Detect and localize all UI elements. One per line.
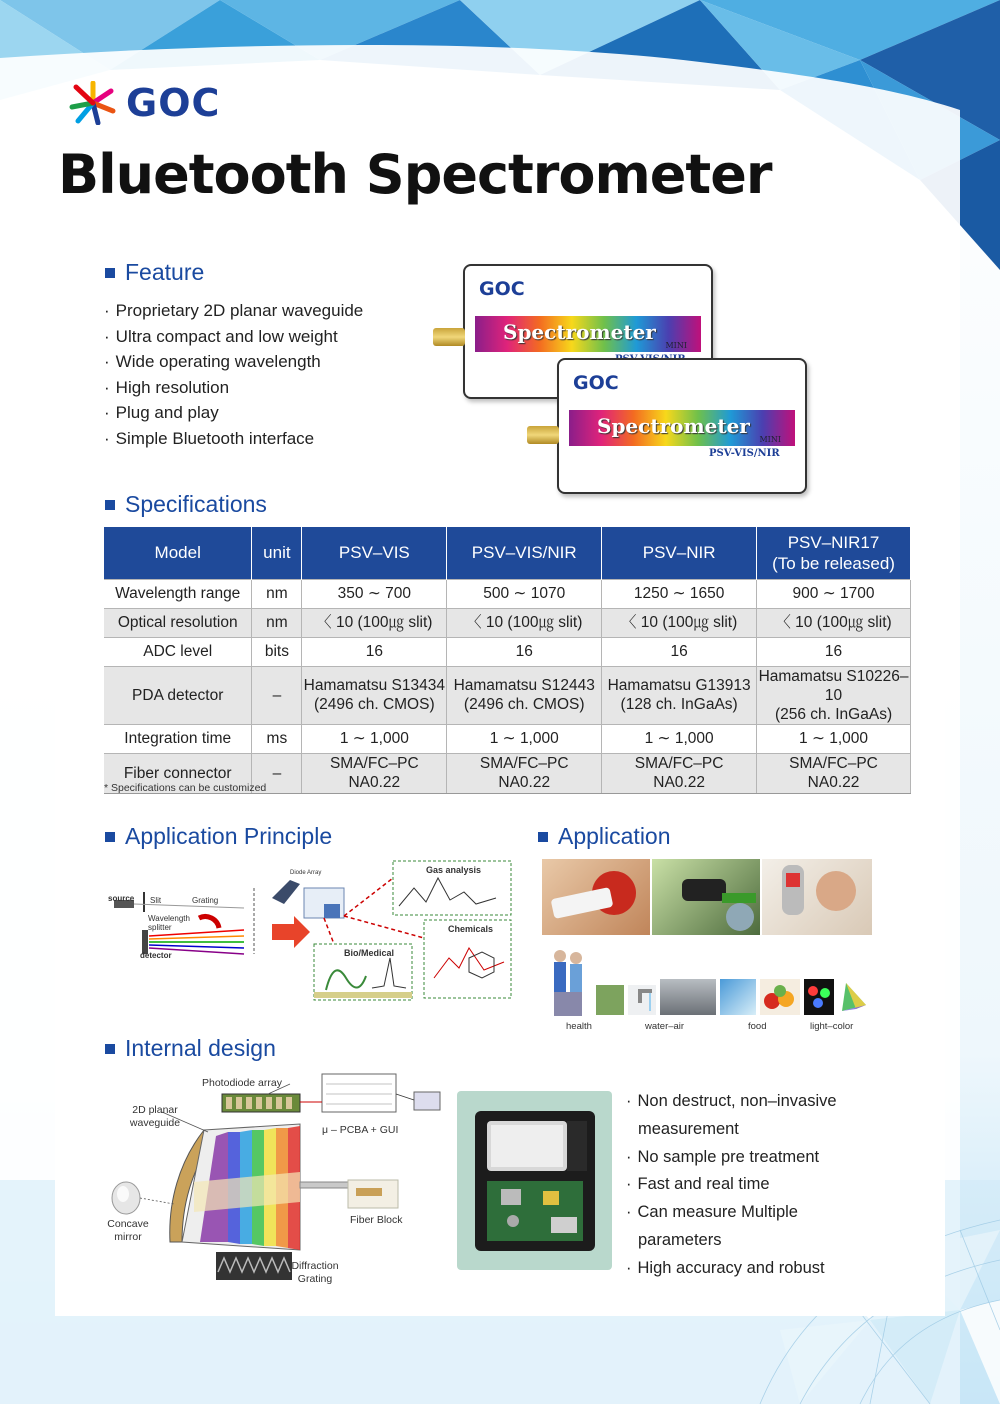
feature-list	[104, 298, 363, 452]
list-item: · Simple Bluetooth interface	[104, 426, 363, 452]
brand-name: GOC	[126, 81, 221, 125]
table-cell: Fiber connector	[104, 753, 252, 793]
spec-table	[104, 527, 911, 794]
table-cell: ms	[252, 724, 302, 753]
slit-label: Slit	[150, 896, 162, 905]
fiber-block-label: Fiber Block	[350, 1214, 403, 1226]
internal-design-diagram	[104, 1072, 444, 1290]
bullet-square-icon	[105, 832, 115, 842]
diode-array-label: Diode Array	[290, 870, 322, 876]
table-cell: Hamamatsu S12443 (2496 ch. CMOS)	[447, 666, 602, 724]
table-cell: ADC level	[104, 637, 252, 666]
sma-connector-icon	[433, 328, 465, 346]
table-cell: Hamamatsu S10226–10 (256 ch. InGaAs)	[757, 666, 911, 724]
bullet-square-icon	[105, 268, 115, 278]
photo-cie-diagram	[836, 979, 872, 1015]
list-item: · Ultra compact and low weight	[104, 324, 363, 350]
table-row	[104, 579, 911, 608]
grating-label: Grating	[192, 896, 219, 905]
device-logo: GOC	[573, 372, 619, 394]
source-label: source	[108, 894, 135, 903]
table-cell: 16	[302, 637, 447, 666]
table-row	[104, 637, 911, 666]
list-item: measurement	[638, 1119, 739, 1138]
table-cell: Integration time	[104, 724, 252, 753]
table-cell: PDA detector	[104, 666, 252, 724]
caption-light-color: light–color	[810, 1021, 854, 1032]
table-cell: Wavelength range	[104, 579, 252, 608]
column-header: unit	[252, 527, 302, 579]
table-cell: 500 ∼ 1070	[447, 579, 602, 608]
waveguide-label: 2D planar waveguide	[129, 1104, 181, 1129]
detector-label: detector	[140, 951, 172, 960]
table-cell: 16	[447, 637, 602, 666]
star-burst-icon	[68, 81, 118, 125]
list-item: · High accuracy and robust	[626, 1255, 837, 1283]
device-label-band: Spectrometer MINI	[569, 410, 795, 446]
table-cell: SMA/FC–PC NA0.22	[302, 753, 447, 793]
photo-fruits	[760, 979, 800, 1015]
table-cell: Hamamatsu G13913 (128 ch. InGaAs)	[602, 666, 757, 724]
bullet-square-icon	[105, 1044, 115, 1054]
table-cell: –	[252, 666, 302, 724]
table-cell: 1250 ∼ 1650	[602, 579, 757, 608]
table-cell: nm	[252, 579, 302, 608]
photodiode-label: Photodiode array	[202, 1077, 282, 1089]
application-heading: Application	[538, 823, 671, 850]
column-header: Model	[104, 527, 252, 579]
brand-logo	[68, 78, 238, 128]
table-cell: –	[252, 753, 302, 793]
table-cell: 1 ∼ 1,000	[302, 724, 447, 753]
table-cell: 〈 10 (100㎍ slit)	[602, 608, 757, 637]
table-row	[104, 608, 911, 637]
bio-medical-label: Bio/Medical	[344, 948, 395, 958]
chemicals-label: Chemicals	[448, 924, 494, 934]
column-header: PSV–NIR	[602, 527, 757, 579]
photo-device-interior	[457, 1091, 612, 1270]
table-cell: SMA/FC–PC NA0.22	[602, 753, 757, 793]
table-cell: SMA/FC–PC NA0.22	[757, 753, 911, 793]
table-cell: 〈 10 (100㎍ slit)	[302, 608, 447, 637]
list-item: parameters	[638, 1230, 722, 1249]
feature-heading: Feature	[105, 259, 204, 286]
photo-apple-scan	[542, 859, 650, 935]
splitter-label: Wavelength splitter	[148, 914, 190, 932]
photo-fuel-nozzle	[652, 859, 760, 935]
photo-faucet	[628, 985, 656, 1015]
principle-heading: Application Principle	[105, 823, 332, 850]
table-cell: 1 ∼ 1,000	[757, 724, 911, 753]
internal-design-list	[626, 1088, 837, 1283]
table-cell: SMA/FC–PC NA0.22	[447, 753, 602, 793]
table-cell: 1 ∼ 1,000	[447, 724, 602, 753]
list-item: · Fast and real time	[626, 1171, 837, 1199]
bullet-square-icon	[538, 832, 548, 842]
sma-connector-icon	[527, 426, 559, 444]
list-item: · Plug and play	[104, 400, 363, 426]
table-row	[104, 666, 911, 724]
device-image-front	[557, 358, 807, 494]
column-header: PSV–VIS/NIR	[447, 527, 602, 579]
table-cell: Hamamatsu S13434 (2496 ch. CMOS)	[302, 666, 447, 724]
list-item: · Proprietary 2D planar waveguide	[104, 298, 363, 324]
page-title: Bluetooth Spectrometer	[58, 143, 772, 206]
list-item: · Wide operating wavelength	[104, 349, 363, 375]
device-label-band: Spectrometer MINI	[475, 316, 701, 352]
table-cell: 1 ∼ 1,000	[602, 724, 757, 753]
photo-people	[542, 942, 592, 1020]
table-cell: 〈 10 (100㎍ slit)	[757, 608, 911, 637]
spec-note: * Specifications can be customized	[104, 782, 267, 794]
photo-hand	[596, 985, 624, 1015]
internal-design-heading: Internal design	[105, 1035, 276, 1062]
concave-mirror-label: Concave mirror	[107, 1218, 149, 1243]
table-cell: 16	[602, 637, 757, 666]
table-cell: bits	[252, 637, 302, 666]
table-cell: 〈 10 (100㎍ slit)	[447, 608, 602, 637]
table-cell: nm	[252, 608, 302, 637]
list-item: · Non destruct, non–invasive	[626, 1088, 837, 1116]
photo-leds	[804, 979, 834, 1015]
column-header: PSV–VIS	[302, 527, 447, 579]
gas-analysis-label: Gas analysis	[426, 865, 482, 875]
bullet-square-icon	[105, 500, 115, 510]
table-row	[104, 724, 911, 753]
list-item: · High resolution	[104, 375, 363, 401]
caption-health: health	[566, 1021, 592, 1032]
photo-milk	[720, 979, 756, 1015]
specifications-heading: Specifications	[105, 491, 267, 518]
principle-diagram	[104, 858, 514, 1006]
device-model: PSV-VIS/NIR	[709, 448, 780, 459]
photo-city-air	[660, 979, 716, 1015]
table-cell: 350 ∼ 700	[302, 579, 447, 608]
column-header: PSV–NIR17 (To be released)	[757, 527, 911, 579]
table-header-row	[104, 527, 911, 579]
pcba-label: μ – PCBA + GUI	[322, 1124, 399, 1136]
device-logo: GOC	[479, 278, 525, 300]
photo-breath-test	[762, 859, 872, 935]
caption-water-air: water–air	[645, 1021, 685, 1032]
caption-food: food	[748, 1021, 767, 1032]
table-cell: 900 ∼ 1700	[757, 579, 911, 608]
diffraction-grating-label: Diffraction Grating	[291, 1260, 339, 1285]
list-item: · Can measure Multiple	[626, 1199, 837, 1227]
table-cell: 16	[757, 637, 911, 666]
table-cell: Optical resolution	[104, 608, 252, 637]
list-item: · No sample pre treatment	[626, 1144, 837, 1172]
